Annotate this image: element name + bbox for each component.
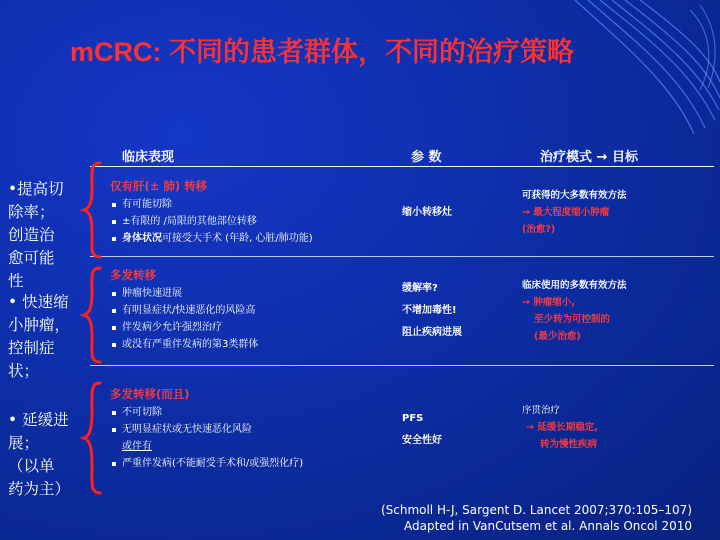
list-item: 伴发病少允许强烈治疗 [110, 319, 390, 336]
note-line: 创造治 [8, 226, 55, 244]
row-3-mode [522, 402, 598, 453]
brace-icon [80, 160, 104, 260]
row-1-clinical [110, 178, 390, 247]
list-item: 有可能切除 [110, 196, 390, 213]
list-item-rest: 可接受大手术 (年龄, 心脏/肺功能) [162, 233, 313, 244]
param-item: PFS [402, 413, 424, 424]
note-line: • 快速缩 [8, 293, 69, 311]
target-text: → 肿瘤缩小, [522, 297, 575, 308]
target-text: (治愈?) [522, 224, 556, 235]
note-line: 展； [8, 434, 40, 452]
param-item: 阻止疾病进展 [402, 327, 462, 338]
target-text: (最少治愈) [534, 331, 581, 342]
list-item-bold: 身体状况 [122, 233, 162, 244]
note-line: 愈可能 [8, 249, 55, 267]
mode-text: 临床使用的多数有效方法 [522, 280, 627, 291]
row-2-mode [522, 277, 627, 345]
param-item: 不增加毒性! [402, 305, 457, 316]
row-1-mode [522, 187, 627, 238]
left-note-2 [8, 291, 70, 383]
list-item: 不可切除 [110, 404, 390, 421]
note-line: • 延缓进 [8, 411, 69, 429]
row-2-title: 多发转移 [110, 268, 156, 282]
list-item [110, 230, 390, 247]
target-text: → 延缓长期稳定, [526, 422, 598, 433]
param-item: 安全性好 [402, 435, 442, 446]
note-line: •提高切 [8, 180, 64, 198]
header-params: 参 数 [411, 150, 442, 165]
row-2-clinical [110, 267, 390, 353]
row-1-params [402, 202, 452, 224]
list-item: 严重伴发病(不能耐受手术和/或强烈化疗) [110, 455, 390, 472]
param-item: 缓解率? [402, 283, 438, 294]
mode-text: 可获得的大多数有效方法 [522, 190, 627, 201]
note-line: 小肿瘤， [8, 316, 71, 334]
row-3-title: 多发转移(而且) [110, 387, 190, 401]
row-3-params [402, 408, 442, 452]
note-line: 控制症 [8, 339, 55, 357]
note-line: 除率； [8, 203, 55, 221]
row-2-params [402, 278, 462, 344]
header-clinical: 临床表现 [122, 150, 175, 165]
note-line: 性 [8, 272, 24, 290]
list-item-text: 无明显症状或无快速恶化风险 [122, 424, 252, 435]
note-line: 状； [8, 362, 40, 380]
mode-text: 序贯治疗 [522, 405, 561, 416]
header-divider [90, 166, 714, 167]
note-line: （以单 [8, 457, 55, 475]
row-3-clinical [110, 386, 390, 472]
note-line: 药为主） [8, 480, 71, 498]
reference-line-2: Adapted in VanCutsem et al. Annals Oncol 2010 [404, 519, 692, 533]
left-note-1 [8, 178, 64, 293]
reference-line-1: (Schmoll H-J, Sargent D. Lancet 2007;370:105–107) [380, 503, 692, 517]
list-item: ±有限的 /局限的其他部位转移 [110, 213, 390, 230]
row-divider-1 [90, 256, 714, 257]
row-1-title: 仅有肝(± 肺) 转移 [110, 179, 208, 193]
target-text: 至少转为可控制的 [534, 314, 611, 325]
brace-icon [80, 380, 104, 496]
header-mode: 治疗模式 → 目标 [540, 150, 638, 165]
slide-title: mCRC: 不同的患者群体，不同的治疗策略 [70, 37, 574, 67]
list-item: 有明显症状/快速恶化的风险高 [110, 302, 390, 319]
list-item [110, 421, 390, 455]
list-item-underlined: 或伴有 [122, 441, 152, 452]
left-note-3 [8, 409, 70, 501]
target-text: 转为慢性疾病 [540, 439, 598, 450]
decorative-swirl [0, 0, 720, 140]
param-item: 缩小转移灶 [402, 207, 452, 218]
brace-icon [80, 265, 104, 365]
list-item: 或没有严重伴发病的第3类群体 [110, 336, 390, 353]
target-text: → 最大程度缩小肿瘤 [522, 207, 610, 218]
list-item: 肿瘤快速进展 [110, 285, 390, 302]
row-divider-2 [90, 365, 714, 366]
